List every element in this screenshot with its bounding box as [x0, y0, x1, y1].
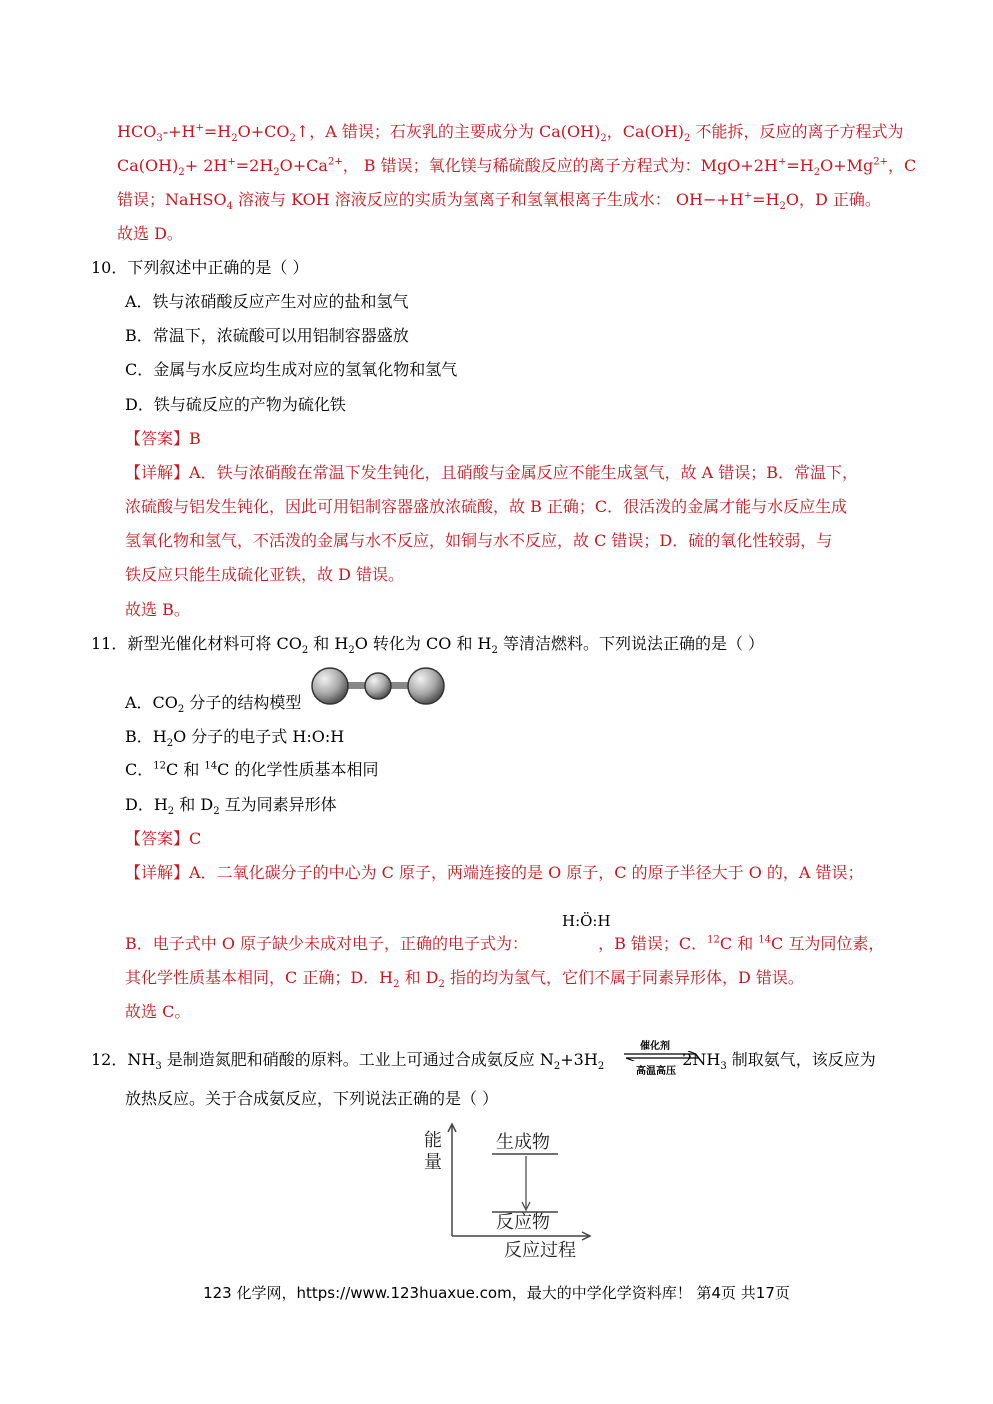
energy-diagram [408, 1122, 598, 1267]
q11-option-c: C．$^{12}$C 和 $^{14}$C 的化学性质基本相同 [125, 760, 379, 779]
q11-option-a: A．$CO_2$ 分子的结构模型 [125, 693, 302, 716]
prev-answer-line-2: $Ca(OH)_2+ 2H^+=2H_2O+Ca^{2+}$， B 错误；氧化镁与稀硫酸反应的离子方程式为：$MgO+2H^+=H_2O+Mg^{2+}$，C [117, 156, 917, 179]
energy-axis-label-2: 量 [424, 1152, 442, 1173]
co2-ball-model-image [310, 666, 446, 706]
prev-answer-line-3: 错误；NaHSO$_4$ 溶液与 KOH 溶液反应的实质为氢离子和氢氧根离子生成水： $OH-+H^+=H_2O$，D 正确。 [117, 190, 881, 213]
q10-detail-line-4: 铁反应只能生成硫化亚铁，故 D 错误。 [125, 565, 405, 584]
q10-option-d: D．铁与硫反应的产物为硫化铁 [125, 395, 346, 414]
prev-answer-line-1: $HCO_3-+H^+=H_2O+CO_2↑$，A 错误；石灰乳的主要成分为 $Ca(OH)_2$，$Ca(OH)_2$ 不能拆，反应的离子方程式为 [117, 122, 904, 145]
reaction-process-label: 反应过程 [504, 1240, 576, 1261]
page-footer: 123 化学网，https://www.123huaxue.com，最大的中学化学资料库！ 第4页 共17页 [203, 1284, 790, 1302]
q11-detail-line-1: 【详解】A．二氧化碳分子的中心为 C 原子，两端连接的是 O 原子，C 的原子半径大于 O 的，A 错误； [125, 863, 864, 882]
q11-detail-line-3: 其化学性质基本相同，C 正确；D．$H_2$ 和 $D_2$ 指的均为氢气，它们不属于同素异形体，D 错误。 [125, 968, 804, 991]
q12-stem-line-2: 放热反应。关于合成氨反应，下列说法正确的是（ ） [125, 1089, 499, 1108]
water-lewis-structure: H:Ö:H [562, 912, 611, 930]
q10-conclusion: 故选 B。 [125, 600, 190, 619]
energy-axis-label-1: 能 [424, 1130, 442, 1151]
q11-answer: 【答案】C [125, 829, 202, 848]
q10-detail-line-2: 浓硫酸与铝发生钝化，因此可用铝制容器盛放浓硫酸，故 B 正确；C．很活泼的金属才能与水反应生成 [125, 497, 848, 516]
reaction-condition-catalyst: 催化剂 [640, 1041, 670, 1052]
q10-answer: 【答案】B [125, 429, 201, 448]
reactant-label: 反应物 [496, 1212, 550, 1233]
q12-stem-line-1: 12．$NH_3$ 是制造氮肥和硝酸的原料。工业上可通过合成氨反应 $N_2+3H_2$ $2NH_3$ 制取氨气，该反应为 [91, 1050, 876, 1073]
q10-option-b: B．常温下，浓硫酸可以用铝制容器盛放 [125, 326, 409, 345]
q11-conclusion: 故选 C。 [125, 1002, 191, 1021]
product-label: 生成物 [496, 1132, 550, 1153]
q10-option-c: C．金属与水反应均生成对应的氢氧化物和氢气 [125, 360, 458, 379]
reaction-condition-high-temp-pressure: 高温高压 [636, 1066, 676, 1077]
q10-option-a: A．铁与浓硝酸反应产生对应的盐和氢气 [125, 292, 409, 311]
reversible-arrow-icon [622, 1051, 700, 1061]
q10-stem: 10．下列叙述中正确的是（ ） [91, 258, 309, 277]
q11-detail-line-2: B．电子式中 O 原子缺少未成对电子，正确的电子式为： ，B 错误；C．$^{12}$C 和 $^{14}$C 互为同位素， [125, 934, 885, 953]
q11-stem: 11．新型光催化材料可将 $CO_2$ 和 $H_2O$ 转化为 CO 和 $H_2$ 等清洁燃料。下列说法正确的是（ ） [91, 634, 765, 657]
q11-option-d: D．$H_2$ 和 $D_2$ 互为同素异形体 [125, 795, 337, 818]
q10-detail-line-1: 【详解】A．铁与浓硝酸在常温下发生钝化，且硝酸与金属反应不能生成氢气，故 A 错误；B．常温下， [125, 463, 859, 482]
prev-answer-conclusion: 故选 D。 [117, 224, 183, 243]
q10-detail-line-3: 氢氧化物和氢气，不活泼的金属与水不反应，如铜与水不反应，故 C 错误；D．硫的氧化性较弱，与 [125, 531, 833, 550]
q11-option-b: B．$H_2O$ 分子的电子式 H:O:H [125, 727, 345, 750]
